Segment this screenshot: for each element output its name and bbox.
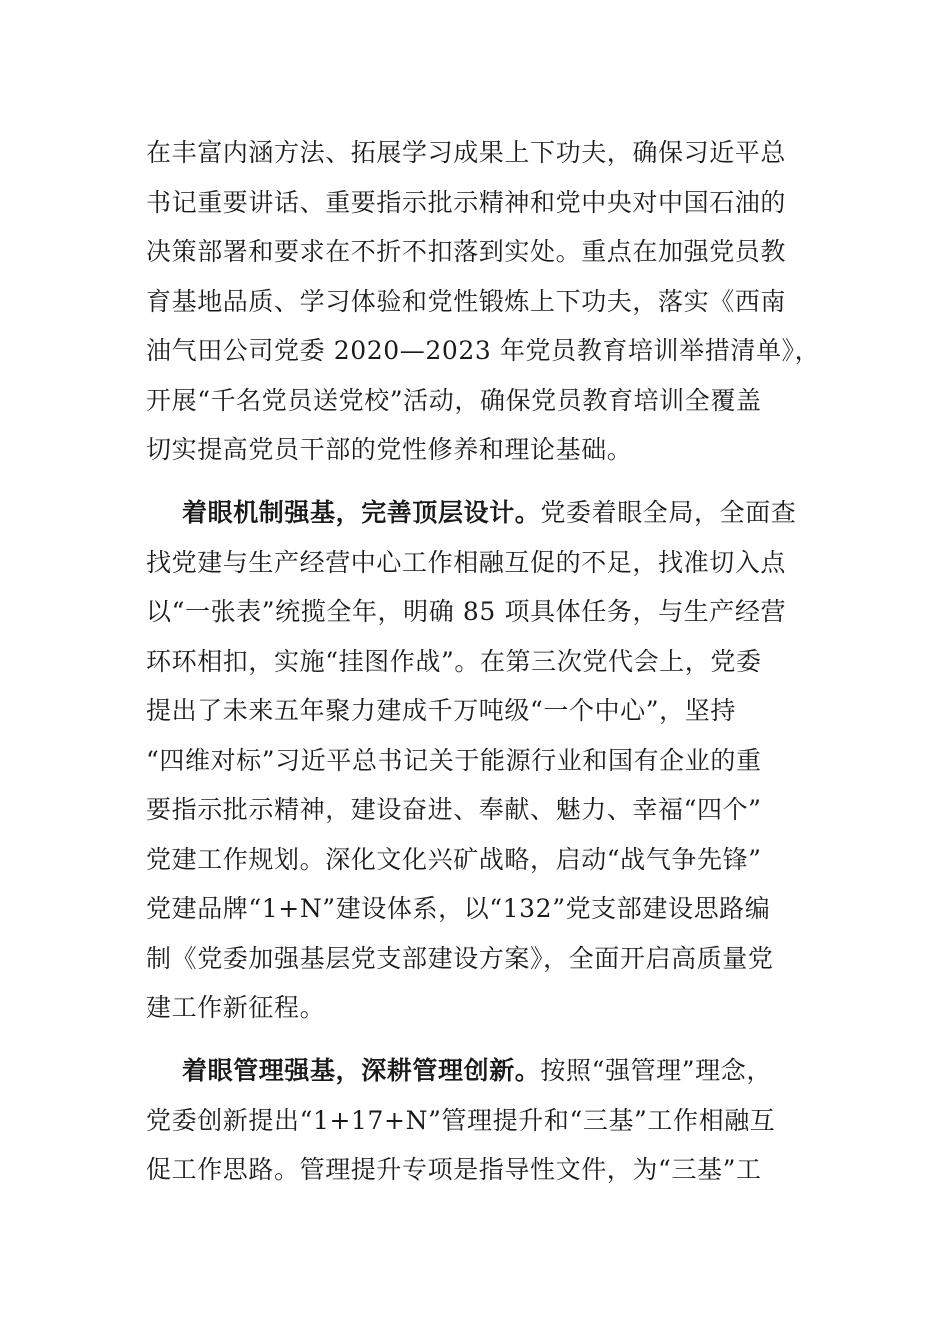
text-line: 书记重要讲话、重要指示批示精神和党中央对中国石油的 [146,187,787,217]
paragraph-first-line [146,488,806,538]
text-line: 促工作思路。管理提升专项是指导性文件，为“三基”工 [146,1155,762,1184]
text-line: 党建品牌“1+N”建设体系，以“132”党支部建设思路编 [146,894,771,923]
text-line: 决策部署和要求在不折不扣落到实处。重点在加强党员教 [146,237,787,266]
text-line: 党建工作规划。深化文化兴矿战略，启动“战气争先锋” [146,844,762,874]
text-line: 制《党委加强基层党支部建设方案》，全面开启高质量党 [146,943,774,973]
text-line: 开展“千名党员送党校”活动，确保党员教育培训全覆盖 [146,385,762,415]
heading-line-rest: 党委着眼全局，全面查 [540,498,797,527]
text-line: 找党建与生产经营中心工作相融互促的不足，找准切入点 [146,547,787,577]
paragraph-heading: 着眼管理强基，深耕管理创新。 [182,1056,541,1085]
text-line: 提出了未来五年聚力建成千万吨级“一个中心”，坚持 [146,696,736,725]
text-line: 育基地品质、学习体验和党性锻炼上下功夫，落实《西南 [146,286,787,316]
text-line: 党委创新提出“1+17+N”管理提升和“三基”工作相融互 [146,1105,776,1135]
text-line: 油气田公司党委 2020—2023 年党员教育培训举措清单》， [146,336,821,365]
text-line: 建工作新征程。 [146,993,326,1022]
text-line: “四维对标”习近平总书记关于能源行业和国有企业的重 [146,745,762,775]
text-line: 切实提高党员干部的党性修养和理论基础。 [146,435,633,464]
paragraph-3 [146,1046,806,1195]
paragraph-heading: 着眼机制强基，完善顶层设计。 [182,498,541,527]
paragraph-first-line [146,1046,806,1096]
paragraph-1 [146,128,821,475]
text-line: 要指示批示精神，建设奋进、奉献、魅力、幸福“四个” [146,795,762,824]
text-line: 以“一张表”统揽全年，明确 85 项具体任务，与生产经营 [146,597,787,626]
paragraph-2 [146,488,806,1033]
text-line: 环环相扣，实施“挂图作战”。在第三次党代会上，党委 [146,646,762,676]
text-line: 在丰富内涵方法、拓展学习成果上下功夫，确保习近平总 [146,138,787,167]
heading-line-rest: 按照“强管理”理念， [540,1056,772,1085]
